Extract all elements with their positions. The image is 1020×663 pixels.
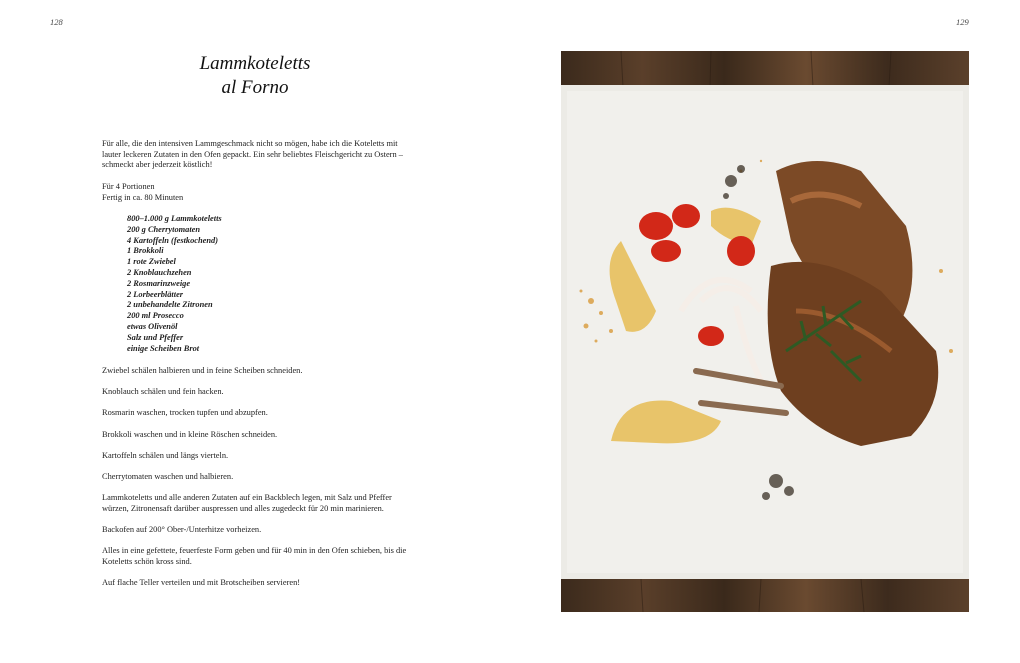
recipe-intro: Für alle, die den intensiven Lammgeschmack nicht so mögen, habe ich die Koteletts mit lauter leckeren Zutaten in den Ofen gepackt. Ein sehr beliebtes Fleischgericht zu Ostern – schmeckt aber jederzeit köstlich! <box>102 139 403 170</box>
ingredient-item: 4 Kartoffeln (festkochend) <box>127 235 219 245</box>
instruction-step: Kartoffeln schälen und längs vierteln. <box>102 450 229 460</box>
instruction-step: Knoblauch schälen und fein hacken. <box>102 387 224 397</box>
plated-lamb-chops-photo <box>561 51 969 612</box>
ingredient-item: 2 Knoblauchzehen <box>127 267 192 277</box>
ingredient-item: 1 rote Zwiebel <box>127 257 176 267</box>
ingredient-item: 2 unbehandelte Zitronen <box>127 300 213 310</box>
instruction-step: Auf flache Teller verteilen und mit Brotscheiben servieren! <box>102 577 301 587</box>
page-number-left: 128 <box>50 17 63 27</box>
servings-text: Für 4 Portionen <box>102 182 155 191</box>
recipe-title-line1: Lammkoteletts <box>199 53 311 74</box>
time-text: Fertig in ca. 80 Minuten <box>102 192 184 202</box>
ingredient-item: 2 Rosmarinzweige <box>127 278 191 288</box>
ingredient-item: 200 g Cherrytomaten <box>127 224 201 234</box>
ingredient-list <box>127 214 437 354</box>
recipe-title <box>150 52 360 100</box>
instruction-step: Rosmarin waschen, trocken tupfen und abzupfen. <box>102 408 268 418</box>
ingredient-item: Salz und Pfeffer <box>127 332 184 342</box>
page-number-right: 129 <box>956 17 969 27</box>
instruction-step: Backofen auf 200° Ober-/Unterhitze vorheizen. <box>102 524 262 534</box>
ingredient-item: 1 Brokkoli <box>127 246 164 256</box>
ingredient-item: einige Scheiben Brot <box>127 343 200 353</box>
ingredient-item: 200 ml Prosecco <box>127 311 184 321</box>
instruction-step: Zwiebel schälen halbieren und in feine Scheiben schneiden. <box>102 366 303 375</box>
instruction-step: Lammkoteletts und alle anderen Zutaten auf ein Backblech legen, mit Salz und Pfeffer würzen, Zitronensaft darüber auspressen und alles zugedeckt für 20 min marinieren. <box>102 493 392 513</box>
photo-illustration <box>561 51 969 612</box>
ingredient-item: 2 Lorbeerblätter <box>127 289 184 299</box>
recipe-title-line2: al Forno <box>221 77 289 98</box>
instruction-step: Cherrytomaten waschen und halbieren. <box>102 471 234 481</box>
instruction-step: Alles in eine gefettete, feuerfeste Form geben und für 40 min in den Ofen schieben, bis die Koteletts schön kross sind. <box>102 546 407 566</box>
ingredient-item: etwas Olivenöl <box>127 321 178 331</box>
instruction-step: Brokkoli waschen und in kleine Röschen schneiden. <box>102 429 278 439</box>
instruction-steps <box>102 366 412 599</box>
serving-info <box>102 182 412 203</box>
ingredient-item: 800–1.000 g Lammkoteletts <box>127 214 222 223</box>
